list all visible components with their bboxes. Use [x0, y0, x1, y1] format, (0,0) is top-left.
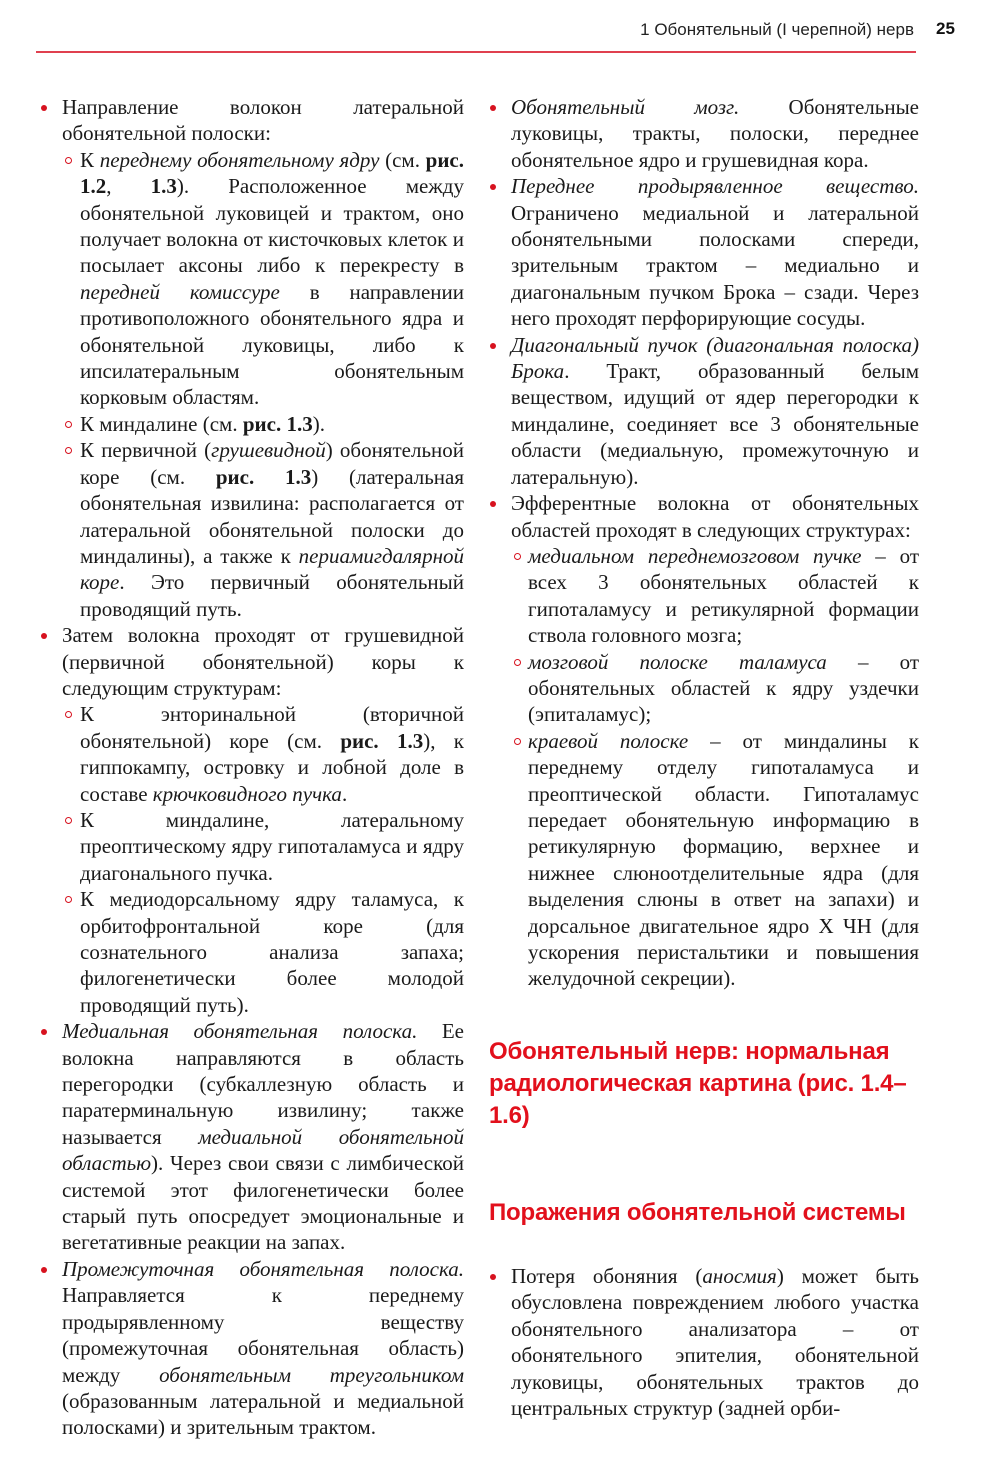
sub-list-item: К медиодорсальному ядру таламуса, к орбитофронтальной коре (для сознательного анализа запаха; филогенетически более молодой проводящий путь). — [62, 886, 464, 1018]
chapter-title: 1 Обонятельный (I черепной) нерв — [640, 20, 914, 39]
sub-list-item: медиальном переднемозговом пучке – от всех 3 обонятельных областей к гипоталамусу и ретикулярной формации ствола головного мозга; — [511, 543, 919, 649]
sub-list-item: К миндалине (см. рис. 1.3). — [62, 411, 464, 437]
list-item: Диагональный пучок (диагональная полоска) Брока. Тракт, образованный белым веществом, идущий от ядер перегородки к миндалине, соединяет все 3 обонятельные области (медиальную, промежуточную и латеральную). — [489, 332, 919, 490]
list-item: Промежуточная обонятельная полоска. Направляется к переднему продырявленному веществу (промежуточная обонятельная область) между обонятельным треугольником (образованным латеральной и медиальной полосками) и зрительным трактом. — [40, 1256, 464, 1441]
header-rule — [36, 51, 916, 53]
sub-list-item: К первичной (грушевидной) обонятельной коре (см. рис. 1.3) (латеральная обонятельная извилина: располагается от латеральной обонятельной полоски до миндалины), а также к периамигдалярной коре. Это первичный обонятельный проводящий путь. — [62, 437, 464, 622]
list-item: Направление волокон латеральной обонятельной полоски: К переднему обонятельному ядру (см. рис. 1.2, 1.3). Расположенное между обонятельной луковицей и трактом, оно получает волокна от кисточковых клеток и посылает аксоны либо к перекресту в передней комиссуре в направлении противоположного обонятельного ядра и обонятельной луковицы, либо к ипсилатеральным обонятельным корковым областям. К миндалине (см. рис. 1.3). К первичной (грушевидной) обонятельной коре (см. рис. 1.3) (латеральная обонятельная извилина: располагается от латеральной обонятельной полоски до миндалины), а также к периамигдалярной коре. Это первичный обонятельный проводящий путь. — [40, 94, 464, 622]
left-column — [40, 94, 464, 1441]
running-header — [0, 16, 1000, 46]
list-item: Потеря обоняния (аносмия) может быть обусловлена повреждением любого участка обонятельного анализатора – от обонятельного эпителия, обонятельной луковицы, обонятельных трактов до центральных структур (задней орби- — [489, 1263, 919, 1421]
list-item: Обонятельный мозг. Обонятельные луковицы, тракты, полоски, переднее обонятельное ядро и грушевидная кора. — [489, 94, 919, 173]
sub-list-item: К миндалине, латеральному преоптическому ядру гипоталамуса и ядру диагонального пучка. — [62, 807, 464, 886]
list-item: Эфферентные волокна от обонятельных областей проходят в следующих структурах: медиальном переднемозговом пучке – от всех 3 обонятельных областей к гипоталамусу и ретикулярной формации ствола головного мозга; мозговой полоске таламуса – от обонятельных областей к ядру уздечки (эпиталамус); краевой полоске – от миндалины к переднему отделу гипоталамуса и преоптической области. Гипоталамус передает обонятельную информацию в ретикулярную формацию, верхнее и нижнее слюноотделительные ядра (для выделения слюны в ответ на запахи) и дорсальное двигательное ядро X ЧН (для ускорения перистальтики и повышения желудочной секреции). — [489, 490, 919, 992]
page-number: 25 — [936, 19, 955, 38]
sub-list-item: К переднему обонятельному ядру (см. рис. 1.2, 1.3). Расположенное между обонятельной луковицей и трактом, оно получает волокна от кисточковых клеток и посылает аксоны либо к перекресту в передней комиссуре в направлении противоположного обонятельного ядра и обонятельной луковицы, либо к ипсилатеральным обонятельным корковым областям. — [62, 147, 464, 411]
list-item: Медиальная обонятельная полоска. Ее волокна направляются в область перегородки (субкаллезную область и паратерминальную извилину; также называется медиальной обонятельной областью). Через свои связи с лимбической системой этот филогенетически более старый путь опосредует эмоциональные и вегетативные реакции на запах. — [40, 1018, 464, 1256]
section-heading-radiology: Обонятельный нерв: нормальная радиологическая картина (рис. 1.4–1.6) — [489, 1038, 907, 1129]
lesions-section — [489, 1263, 919, 1421]
section-heading-lesions: Поражения обонятельной системы — [489, 1199, 906, 1226]
right-column — [489, 94, 919, 992]
list-item: Затем волокна проходят от грушевидной (первичной обонятельной) коры к следующим структурам: К энторинальной (вторичной обонятельной) коре (см. рис. 1.3), к гиппокампу, островку и лобной доле в составе крючковидного пучка. К миндалине, латеральному преоптическому ядру гипоталамуса и ядру диагонального пучка. К медиодорсальному ядру таламуса, к орбитофронтальной коре (для сознательного анализа запаха; филогенетически более молодой проводящий путь). — [40, 622, 464, 1018]
sub-list-item: мозговой полоске таламуса – от обонятельных областей к ядру уздечки (эпиталамус); — [511, 649, 919, 728]
sub-list-item: краевой полоске – от миндалины к переднему отделу гипоталамуса и преоптической области. Гипоталамус передает обонятельную информацию в ретикулярную формацию, верхнее и нижнее слюноотделительные ядра (для выделения слюны в ответ на запахи) и дорсальное двигательное ядро X ЧН (для ускорения перистальтики и повышения желудочной секреции). — [511, 728, 919, 992]
list-item: Переднее продырявленное вещество. Ограничено медиальной и латеральной обонятельными полосками спереди, зрительным трактом – медиально и диагональным пучком Брока – сзади. Через него проходят перфорирующие сосуды. — [489, 173, 919, 331]
sub-list-item: К энторинальной (вторичной обонятельной) коре (см. рис. 1.3), к гиппокампу, островку и лобной доле в составе крючковидного пучка. — [62, 701, 464, 807]
